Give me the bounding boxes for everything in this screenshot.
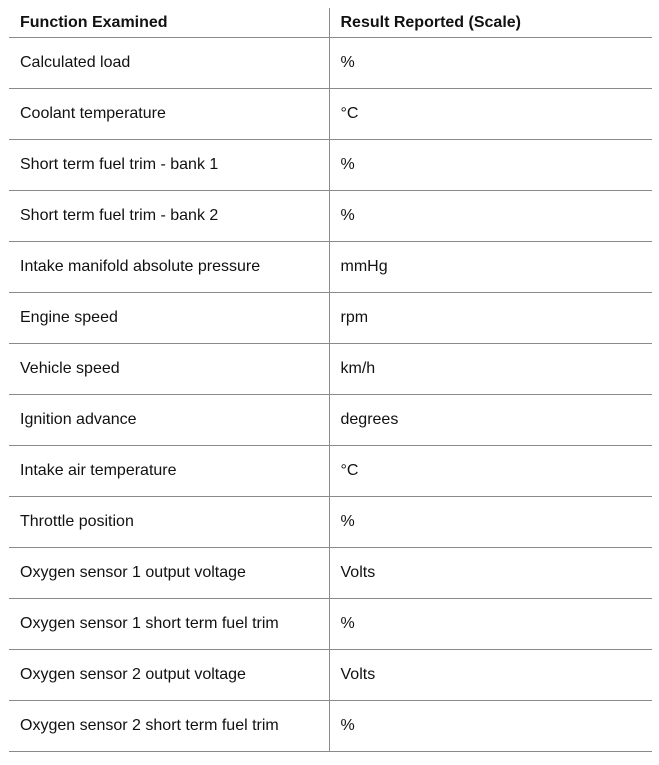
function-cell: Short term fuel trim - bank 1: [9, 140, 329, 191]
table-row: [9, 242, 652, 293]
scale-cell: %: [329, 701, 652, 752]
scale-cell: Volts: [329, 650, 652, 701]
table-row: [9, 293, 652, 344]
function-cell: Oxygen sensor 2 output voltage: [9, 650, 329, 701]
function-cell: Intake manifold absolute pressure: [9, 242, 329, 293]
table-row: [9, 497, 652, 548]
table-row: [9, 38, 652, 89]
header-function-examined: Function Examined: [9, 8, 329, 38]
function-cell: Throttle position: [9, 497, 329, 548]
table-row: [9, 548, 652, 599]
function-scale-table: [9, 8, 652, 752]
table-row: [9, 446, 652, 497]
scale-cell: °C: [329, 446, 652, 497]
scale-cell: rpm: [329, 293, 652, 344]
function-cell: Ignition advance: [9, 395, 329, 446]
function-cell: Engine speed: [9, 293, 329, 344]
function-cell: Vehicle speed: [9, 344, 329, 395]
function-cell: Intake air temperature: [9, 446, 329, 497]
table-row: [9, 599, 652, 650]
table-row: [9, 344, 652, 395]
table-row: [9, 191, 652, 242]
scale-cell: °C: [329, 89, 652, 140]
table-row: [9, 701, 652, 752]
function-cell: Oxygen sensor 1 short term fuel trim: [9, 599, 329, 650]
function-cell: Oxygen sensor 2 short term fuel trim: [9, 701, 329, 752]
table-row: [9, 89, 652, 140]
function-cell: Calculated load: [9, 38, 329, 89]
scale-cell: %: [329, 38, 652, 89]
scale-cell: %: [329, 140, 652, 191]
header-result-reported: Result Reported (Scale): [329, 8, 652, 38]
table-header-row: [9, 8, 652, 38]
scale-cell: Volts: [329, 548, 652, 599]
table-row: [9, 650, 652, 701]
scale-cell: %: [329, 191, 652, 242]
function-cell: Coolant temperature: [9, 89, 329, 140]
scale-cell: %: [329, 599, 652, 650]
scale-cell: mmHg: [329, 242, 652, 293]
scale-cell: degrees: [329, 395, 652, 446]
scale-cell: %: [329, 497, 652, 548]
function-cell: Oxygen sensor 1 output voltage: [9, 548, 329, 599]
function-cell: Short term fuel trim - bank 2: [9, 191, 329, 242]
table-row: [9, 140, 652, 191]
scale-cell: km/h: [329, 344, 652, 395]
table-row: [9, 395, 652, 446]
